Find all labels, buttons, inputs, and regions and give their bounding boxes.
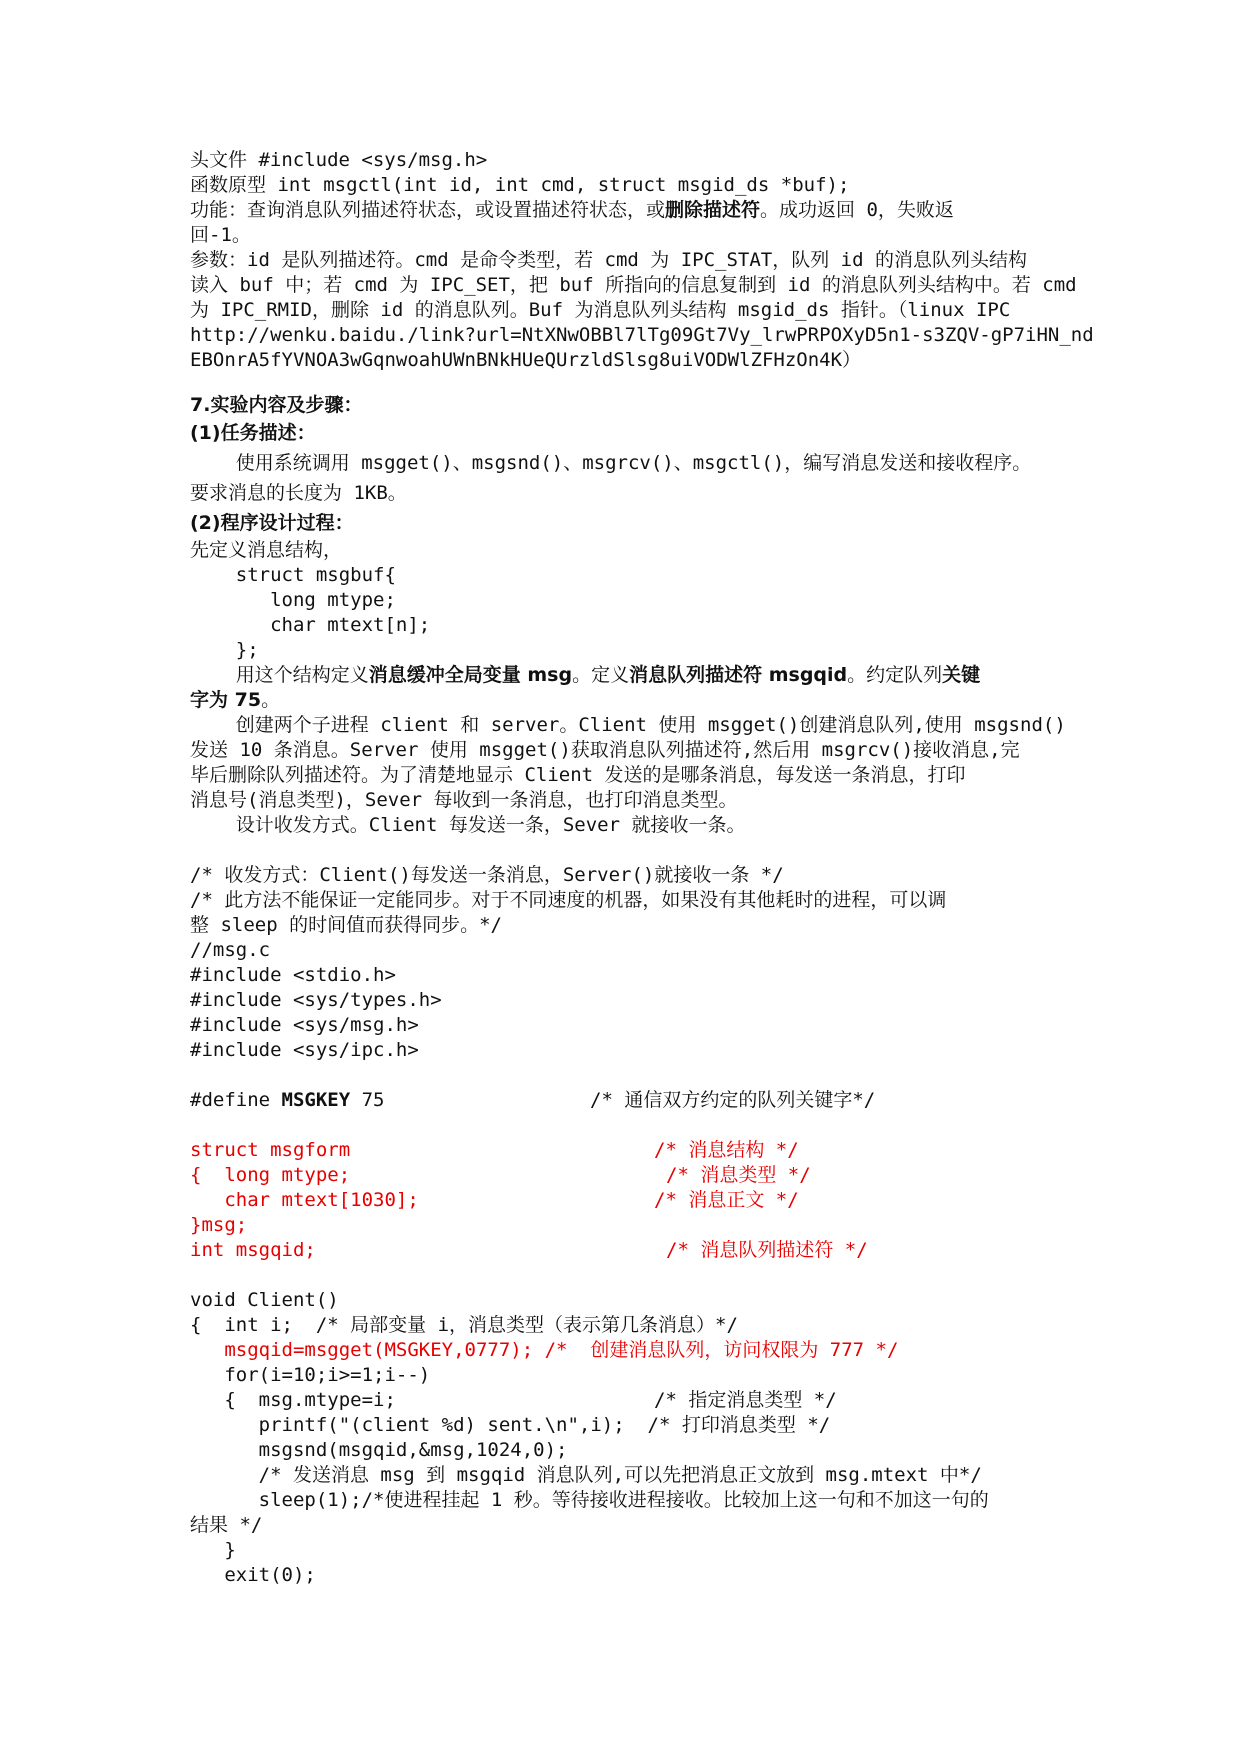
struct-msg-end: }msg;	[190, 1214, 248, 1236]
use-bold-msgqid: 消息队列描述符 msgqid	[629, 664, 848, 686]
struct-msgform-line: struct msgform	[190, 1139, 351, 1161]
define-line	[190, 1088, 384, 1113]
use-line-1	[190, 663, 980, 688]
struct-line-1: struct msgbuf{	[190, 564, 396, 586]
code-filename: //msg.c	[190, 939, 271, 961]
use-text-e: 。约定队列	[847, 664, 943, 686]
code-comment-2: /* 此方法不能保证一定能同步。对于不同速度的机器，如果没有其他耗时的进程，可以调	[190, 889, 947, 911]
design-line-1: 先定义消息结构，	[190, 539, 343, 561]
code-comment-1: /* 收发方式：Client()每发送一条消息，Server()就接收一条 */	[190, 864, 784, 886]
task-title: (1)任务描述：	[190, 422, 316, 444]
create-line-1: 创建两个子进程 client 和 server。Client 使用 msgget()创建消息队列,使用 msgsnd()	[190, 714, 1066, 736]
struct-line-3: char mtext[n];	[190, 614, 431, 636]
create-line-2: 发送 10 条消息。Server 使用 msgget()获取消息队列描述符,然后用 msgrcv()接收消息,完	[190, 739, 1020, 761]
code-comment-3: 整 sleep 的时间值而获得同步。*/	[190, 914, 502, 936]
client-msgget-line: msgqid=msgget(MSGKEY,0777); /* 创建消息队列，访问权限为 777 */	[190, 1339, 899, 1361]
msgqid-comment: /* 消息队列描述符 */	[666, 1239, 868, 1261]
client-msgsnd-comment: /* 发送消息 msg 到 msgqid 消息队列,可以先把消息正文放到 msg.mtext 中*/	[190, 1464, 982, 1486]
use-bold-msg: 消息缓冲全局变量 msg	[368, 664, 573, 686]
create-line-5: 设计收发方式。Client 每发送一条，Sever 就接收一条。	[190, 814, 746, 836]
struct-line-4: };	[190, 639, 259, 661]
struct-mtext-comment: /* 消息正文 */	[654, 1189, 799, 1211]
include-types: #include <sys/types.h>	[190, 989, 442, 1011]
task-line-2: 要求消息的长度为 1KB。	[190, 482, 407, 504]
param-line-1: 参数：id 是队列描述符。cmd 是命令类型，若 cmd 为 IPC_STAT，队列 id 的消息队列头结构	[190, 249, 1027, 271]
param-line-3: 为 IPC_RMID，删除 id 的消息队列。Buf 为消息队列头结构 msgid_ds 指针。（linux IPC	[190, 299, 1011, 321]
include-stdio: #include <stdio.h>	[190, 964, 396, 986]
function-text: 功能：查询消息队列描述符状态，或设置描述符状态，或	[190, 199, 666, 221]
struct-mtext-line: char mtext[1030];	[190, 1189, 419, 1211]
use-bold-75: 字为 75	[190, 689, 262, 711]
client-mtype-comment: /* 指定消息类型 */	[654, 1389, 837, 1411]
define-value: 75	[350, 1089, 385, 1111]
client-sleep-cont: 结果 */	[190, 1514, 263, 1536]
client-exit: exit(0);	[190, 1564, 316, 1586]
define-msgkey: MSGKEY	[281, 1089, 351, 1111]
client-loop-close: }	[190, 1539, 236, 1561]
header-file-line: 头文件 #include <sys/msg.h>	[190, 149, 488, 171]
create-line-3: 毕后删除队列描述符。为了清楚地显示 Client 发送的是哪条消息，每发送一条消息，打印	[190, 764, 966, 786]
function-line-2: 回-1。	[190, 224, 251, 246]
design-title: (2)程序设计过程：	[190, 512, 354, 534]
client-mtype-assign: { msg.mtype=i;	[190, 1389, 396, 1411]
prototype-line: 函数原型 int msgctl(int id, int cmd, struct msgid_ds *buf);	[190, 174, 850, 196]
client-printf: printf("(client %d) sent.\n",i); /* 打印消息类型 */	[190, 1414, 831, 1436]
client-function-header: void Client()	[190, 1289, 339, 1311]
task-line-1: 使用系统调用 msgget()、msgsnd()、msgrcv()、msgctl()，编写消息发送和接收程序。	[190, 452, 1032, 474]
client-msgsnd: msgsnd(msgqid,&msg,1024,0);	[190, 1439, 568, 1461]
struct-mtype-line: { long mtype;	[190, 1164, 351, 1186]
use-text-a: 用这个结构定义	[190, 664, 369, 686]
use-line-2	[190, 688, 280, 713]
param-line-2: 读入 buf 中；若 cmd 为 IPC_SET，把 buf 所指向的信息复制到 id 的消息队列头结构中。若 cmd	[190, 274, 1077, 296]
function-line	[190, 198, 954, 223]
struct-line-2: long mtype;	[190, 589, 396, 611]
define-keyword: #define	[190, 1089, 282, 1111]
include-msg: #include <sys/msg.h>	[190, 1014, 419, 1036]
param-url-line-2: EBOnrA5fYVNOA3wGqnwoahUWnBNkHUeQUrzldSlsg8uiVODWlZFHzOn4K）	[190, 349, 862, 371]
use-text-c: 。定义	[572, 664, 630, 686]
create-line-4: 消息号(消息类型)，Sever 每收到一条消息，也打印消息类型。	[190, 789, 738, 811]
struct-msgform-comment: /* 消息结构 */	[654, 1139, 799, 1161]
param-url-line-1: http://wenku.baidu./link?url=NtXNwOBBl7lTg09Gt7Vy_lrwPRPOXyD5n1-s3ZQV-gP7iHN_nd	[190, 324, 1094, 346]
section-7-title: 7.实验内容及步骤：	[190, 394, 363, 416]
function-bold-text: 删除描述符	[665, 199, 761, 221]
use-bold-key: 关键	[942, 664, 981, 686]
client-sleep: sleep(1);/*使进程挂起 1 秒。等待接收进程接收。比较加上这一句和不加这一句的	[190, 1489, 989, 1511]
client-local-var: { int i; /* 局部变量 i，消息类型（表示第几条消息）*/	[190, 1314, 738, 1336]
use-text-h: 。	[261, 689, 281, 711]
client-for-loop: for(i=10;i>=1;i--)	[190, 1364, 431, 1386]
function-return-text: 。成功返回 0，失败返	[760, 199, 954, 221]
msgqid-declaration: int msgqid;	[190, 1239, 316, 1261]
struct-mtype-comment: /* 消息类型 */	[666, 1164, 811, 1186]
define-comment: /* 通信双方约定的队列关键字*/	[590, 1089, 876, 1111]
include-ipc: #include <sys/ipc.h>	[190, 1039, 419, 1061]
